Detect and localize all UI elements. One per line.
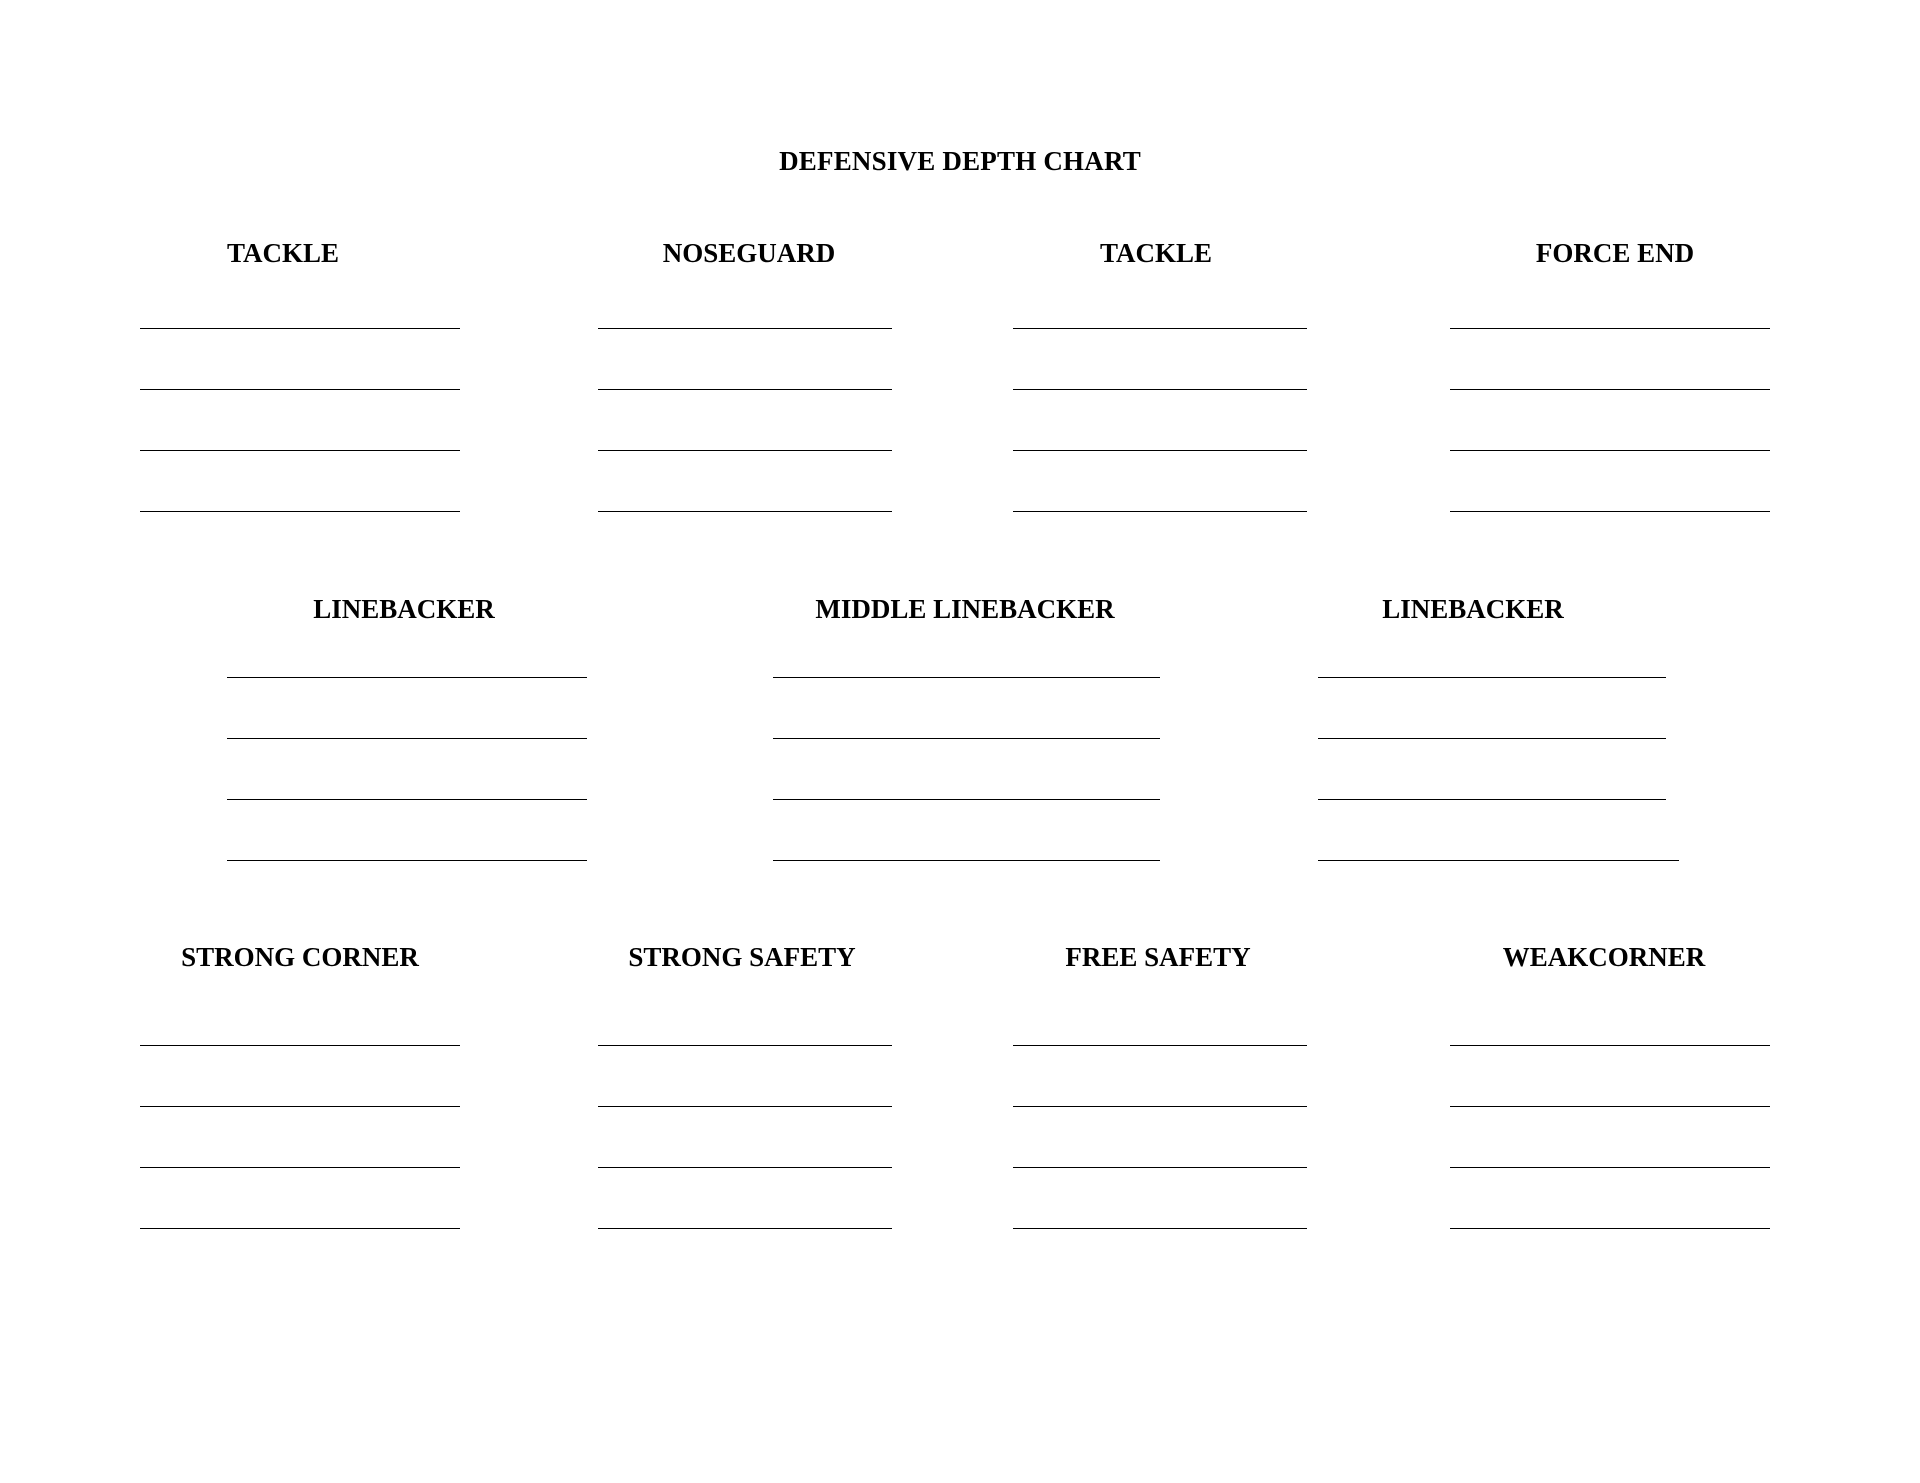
player-name-blank-line: [1318, 738, 1666, 739]
player-name-blank-line: [1450, 1106, 1770, 1107]
player-name-blank-line: [1318, 677, 1666, 678]
player-name-blank-line: [773, 738, 1160, 739]
player-name-blank-line: [598, 1228, 892, 1229]
player-name-blank-line: [140, 389, 460, 390]
player-name-blank-line: [1013, 1228, 1307, 1229]
player-name-blank-line: [1013, 389, 1307, 390]
player-name-blank-line: [773, 799, 1160, 800]
player-name-blank-line: [140, 450, 460, 451]
player-name-blank-line: [598, 389, 892, 390]
player-name-blank-line: [1450, 1228, 1770, 1229]
player-name-blank-line: [598, 1045, 892, 1046]
player-name-blank-line: [598, 1106, 892, 1107]
player-name-blank-line: [140, 1045, 460, 1046]
player-name-blank-line: [1450, 328, 1770, 329]
player-name-blank-line: [1318, 799, 1666, 800]
player-name-blank-line: [598, 511, 892, 512]
position-label: STRONG SAFETY: [628, 942, 856, 972]
position-label: LINEBACKER: [1382, 594, 1564, 624]
position-label: NOSEGUARD: [662, 238, 836, 268]
player-name-blank-line: [1318, 860, 1679, 861]
player-name-blank-line: [598, 328, 892, 329]
player-name-blank-line: [227, 860, 587, 861]
player-name-blank-line: [1013, 1106, 1307, 1107]
player-name-blank-line: [140, 328, 460, 329]
player-name-blank-line: [227, 677, 587, 678]
player-name-blank-line: [227, 799, 587, 800]
player-name-blank-line: [1013, 450, 1307, 451]
position-label: TACKLE: [226, 238, 340, 268]
player-name-blank-line: [1013, 511, 1307, 512]
player-name-blank-line: [140, 1228, 460, 1229]
player-name-blank-line: [1450, 511, 1770, 512]
player-name-blank-line: [598, 1167, 892, 1168]
player-name-blank-line: [140, 511, 460, 512]
player-name-blank-line: [1013, 1167, 1307, 1168]
player-name-blank-line: [1450, 1167, 1770, 1168]
position-label: LINEBACKER: [313, 594, 495, 624]
position-label: FORCE END: [1535, 238, 1695, 268]
position-label: WEAKCORNER: [1502, 942, 1706, 972]
player-name-blank-line: [1450, 389, 1770, 390]
position-label: MIDDLE LINEBACKER: [815, 594, 1115, 624]
player-name-blank-line: [598, 450, 892, 451]
position-label: STRONG CORNER: [181, 942, 419, 972]
player-name-blank-line: [227, 738, 587, 739]
player-name-blank-line: [773, 860, 1160, 861]
player-name-blank-line: [1013, 328, 1307, 329]
position-label: FREE SAFETY: [1065, 942, 1251, 972]
player-name-blank-line: [140, 1167, 460, 1168]
player-name-blank-line: [140, 1106, 460, 1107]
player-name-blank-line: [1013, 1045, 1307, 1046]
player-name-blank-line: [773, 677, 1160, 678]
page-title: DEFENSIVE DEPTH CHART: [779, 146, 1141, 176]
player-name-blank-line: [1450, 450, 1770, 451]
position-label: TACKLE: [1099, 238, 1213, 268]
player-name-blank-line: [1450, 1045, 1770, 1046]
